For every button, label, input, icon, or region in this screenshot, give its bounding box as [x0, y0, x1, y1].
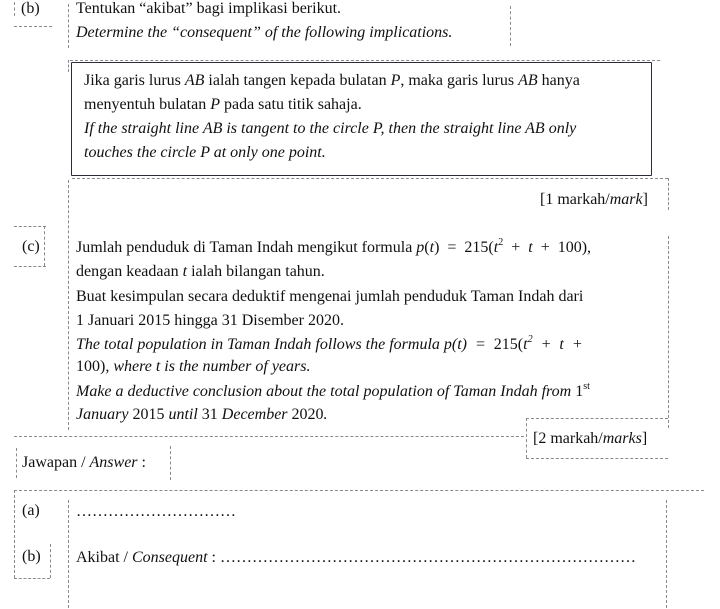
part-b-instruction-en: Determine the “consequent” of the following implications. [76, 24, 453, 41]
guide [16, 448, 17, 478]
guide [50, 544, 51, 578]
guide [68, 60, 69, 72]
part-c-line-5: The total population in Taman Indah follows the formula $p(t) = 215(t^2 + t$ + [76, 334, 583, 353]
guide [14, 2, 15, 16]
guide [668, 178, 669, 210]
guide [668, 236, 669, 428]
superscript-st: st [583, 381, 590, 392]
part-c-line-2: dengan keadaan t ialah bilangan tahun. [76, 263, 325, 280]
answer-b-label: (b) [22, 548, 41, 565]
part-c-line-7: Make a deductive conclusion about the total population of Taman Indah from 1st [76, 381, 590, 400]
guide [526, 418, 527, 458]
answer-a-label: (a) [22, 502, 40, 519]
part-c-line-4: 1 Januari 2015 hingga 31 Disember 2020. [76, 312, 344, 329]
guide [68, 500, 69, 608]
answer-b-row: Akibat / Consequent : …………………………………………………………………… [76, 549, 636, 566]
answer-a-field[interactable]: ………………………… [76, 503, 236, 520]
guide [170, 446, 171, 480]
answer-b-field[interactable]: …………………………………………………………………… [220, 549, 636, 566]
guide [526, 418, 668, 419]
guide [14, 436, 524, 437]
part-c-line-1: Jumlah penduduk di Taman Indah mengikut formula $p(t) = 215(t^2 + t + 100)$, [76, 237, 592, 256]
guide [14, 26, 52, 27]
guide [68, 180, 69, 430]
part-b-marks: [1 markah/mark] [540, 191, 648, 208]
guide [68, 4, 69, 48]
guide [14, 578, 50, 579]
guide [14, 490, 704, 491]
part-b-instruction-ms: Tentukan “akibat” bagi implikasi berikut. [76, 0, 342, 17]
statement-ms-line-1: Jika garis lurus AB ialah tangen kepada bulatan P, maka garis lurus AB hanya [84, 72, 580, 89]
part-c-line-8: January 2015 until 31 December 2020. [76, 406, 328, 423]
guide [70, 60, 660, 61]
guide [666, 500, 667, 608]
part-b-label: (b) [21, 0, 40, 17]
part-c-marks: [2 markah/marks] [533, 430, 648, 447]
part-c-line-3: Buat kesimpulan secara deduktif mengenai jumlah penduduk Taman Indah dari [76, 288, 584, 305]
statement-en-line-1: If the straight line AB is tangent to the circle P, then the straight line AB only [84, 120, 577, 137]
guide [14, 266, 46, 267]
guide [44, 226, 45, 266]
answer-heading: Jawapan / Answer : [22, 454, 146, 471]
part-c-label: (c) [22, 238, 40, 255]
statement-en-line-2: touches the circle P at only one point. [84, 144, 326, 161]
statement-ms-line-2: menyentuh bulatan P pada satu titik sahaja. [84, 96, 362, 113]
part-c-line-6: 100), where t is the number of years. [76, 358, 311, 375]
guide [510, 6, 511, 46]
guide [14, 490, 15, 578]
guide [72, 178, 668, 179]
guide [526, 458, 668, 459]
guide [14, 226, 46, 227]
